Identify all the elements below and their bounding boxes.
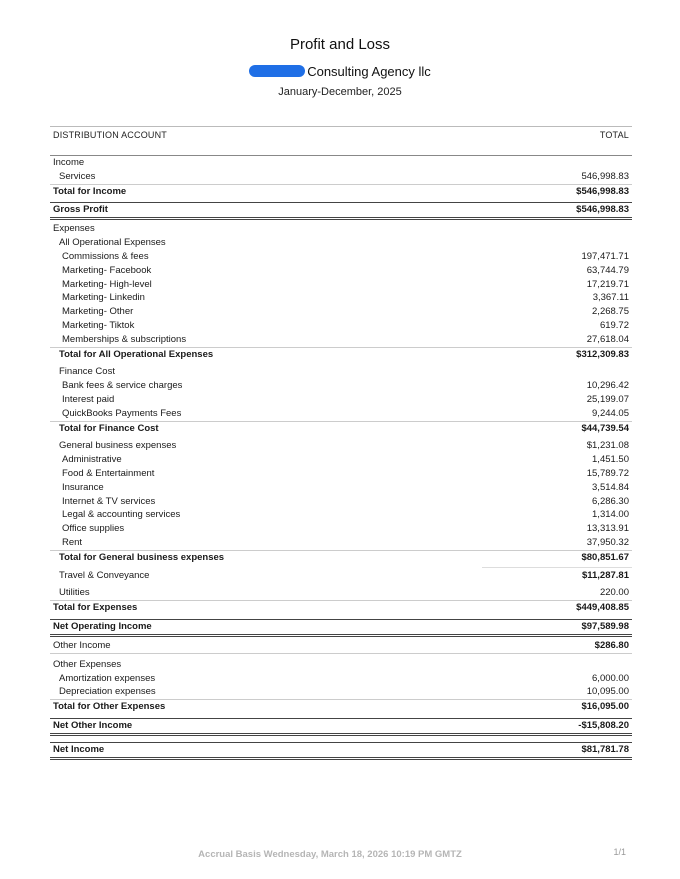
total-row-finance xyxy=(50,421,632,436)
net-other-income-row xyxy=(50,718,632,736)
row-amount: 10,095.00 xyxy=(586,686,629,698)
row-label: Rent xyxy=(62,536,83,548)
row-amount: 546,998.83 xyxy=(581,170,629,182)
row-amount: 10,296.42 xyxy=(586,380,629,392)
row-label: Other Income xyxy=(53,639,111,651)
row-label: Net Other Income xyxy=(53,719,133,731)
row-amount: $80,851.67 xyxy=(581,551,629,563)
row-label: Insurance xyxy=(62,481,104,493)
table-row xyxy=(50,379,632,393)
table-row xyxy=(50,170,632,184)
row-label: Office supplies xyxy=(62,523,125,535)
row-label: Bank fees & service charges xyxy=(62,380,183,392)
row-label: Income xyxy=(53,157,85,168)
row-amount: 27,618.04 xyxy=(586,333,629,345)
row-amount: $286.80 xyxy=(594,639,629,651)
section-heading-expenses xyxy=(50,222,632,236)
row-label: Net Income xyxy=(53,743,105,755)
row-amount: 63,744.79 xyxy=(586,264,629,276)
row-label: Depreciation expenses xyxy=(59,686,156,698)
row-amount: $1,231.08 xyxy=(586,440,629,452)
table-row xyxy=(50,495,632,509)
row-label: Finance Cost xyxy=(59,366,115,378)
table-row xyxy=(50,393,632,407)
row-label: Other Expenses xyxy=(53,658,122,670)
row-amount: $97,589.98 xyxy=(581,620,629,632)
table-row xyxy=(50,672,632,686)
table-row xyxy=(50,278,632,292)
column-header-row xyxy=(50,126,632,156)
table-row xyxy=(50,264,632,278)
section-heading-income xyxy=(50,156,632,170)
report-footer: Accrual Basis Wednesday, March 18, 2026 10:19 PM GMTZ xyxy=(198,849,462,860)
total-row-income xyxy=(50,184,632,199)
row-label: All Operational Expenses xyxy=(59,237,166,249)
table-row xyxy=(50,481,632,495)
row-amount: $81,781.78 xyxy=(581,743,629,755)
row-amount: $546,998.83 xyxy=(576,185,629,197)
row-amount: 197,471.71 xyxy=(581,250,629,262)
net-income-row xyxy=(50,742,632,760)
company-line xyxy=(0,64,680,79)
row-amount: 3,367.11 xyxy=(592,292,629,304)
section-heading-other-expenses xyxy=(50,658,632,672)
row-label: Net Operating Income xyxy=(53,620,152,632)
page-number: 1/1 xyxy=(613,847,626,857)
row-label: Marketing- High-level xyxy=(62,278,152,290)
row-label: Total for Finance Cost xyxy=(59,422,159,434)
row-amount: 6,286.30 xyxy=(592,495,629,507)
table-row xyxy=(50,291,632,305)
row-amount: 13,313.91 xyxy=(586,523,629,535)
row-label: Administrative xyxy=(62,454,122,466)
row-amount: 37,950.32 xyxy=(586,536,629,548)
row-label: Total for All Operational Expenses xyxy=(59,348,214,360)
row-amount: $11,287.81 xyxy=(581,569,629,581)
row-label: Services xyxy=(59,170,96,182)
row-label: Marketing- Linkedin xyxy=(62,292,145,304)
pnl-table xyxy=(50,126,632,762)
row-amount: $449,408.85 xyxy=(576,602,629,614)
total-row-other-expenses xyxy=(50,699,632,714)
row-amount: 6,000.00 xyxy=(592,672,629,684)
row-label: Utilities xyxy=(59,587,90,599)
company-name: Consulting Agency llc xyxy=(307,64,431,79)
group-heading-operational xyxy=(50,236,632,250)
row-label: Food & Entertainment xyxy=(62,467,155,479)
total-row-expenses xyxy=(50,600,632,615)
row-label: Internet & TV services xyxy=(62,495,156,507)
table-row xyxy=(50,685,632,699)
row-amount: 220.00 xyxy=(599,587,629,599)
gross-profit-row xyxy=(50,202,632,220)
row-amount: 1,314.00 xyxy=(592,509,629,521)
row-label: Gross Profit xyxy=(53,204,108,216)
row-amount: $16,095.00 xyxy=(581,701,629,713)
row-label: Total for General business expenses xyxy=(59,551,225,563)
row-amount: 1,451.50 xyxy=(592,454,629,466)
row-label: Memberships & subscriptions xyxy=(62,333,187,345)
row-label: General business expenses xyxy=(59,440,177,452)
utilities-row xyxy=(50,586,632,600)
row-amount: $546,998.83 xyxy=(576,204,629,216)
total-row-general xyxy=(50,550,632,565)
total-row-operational xyxy=(50,347,632,362)
row-label: Marketing- Tiktok xyxy=(62,319,135,331)
row-amount: $44,739.54 xyxy=(581,422,629,434)
table-row xyxy=(50,522,632,536)
row-label: QuickBooks Payments Fees xyxy=(62,407,182,419)
table-row xyxy=(50,250,632,264)
row-amount: $312,309.83 xyxy=(576,348,629,360)
row-amount: 17,219.71 xyxy=(586,278,629,290)
group-heading-general xyxy=(50,439,632,453)
net-operating-income-row xyxy=(50,619,632,637)
table-row xyxy=(50,407,632,421)
table-row xyxy=(50,305,632,319)
row-amount: 3,514.84 xyxy=(592,481,629,493)
table-row xyxy=(50,453,632,467)
other-income-row xyxy=(50,639,632,654)
row-amount: 15,789.72 xyxy=(586,467,629,479)
row-label: Total for Income xyxy=(53,185,127,197)
table-row xyxy=(50,508,632,522)
report-period: January-December, 2025 xyxy=(278,86,402,98)
row-label: Commissions & fees xyxy=(62,250,149,262)
table-row xyxy=(50,319,632,333)
row-label: Travel & Conveyance xyxy=(59,569,150,581)
row-amount: -$15,808.20 xyxy=(578,719,629,731)
row-amount: 2,268.75 xyxy=(592,306,629,318)
row-label: Expenses xyxy=(53,223,95,235)
group-heading-finance xyxy=(50,365,632,379)
report-title: Profit and Loss xyxy=(289,36,391,53)
redaction-mark xyxy=(249,65,305,77)
row-label: Legal & accounting services xyxy=(62,509,181,521)
row-label: Total for Expenses xyxy=(53,602,138,614)
travel-row xyxy=(50,569,632,583)
table-row xyxy=(50,536,632,550)
row-amount: 25,199.07 xyxy=(586,393,629,405)
row-label: Amortization expenses xyxy=(59,672,156,684)
table-row xyxy=(50,467,632,481)
row-label: Marketing- Facebook xyxy=(62,264,152,276)
row-amount: 9,244.05 xyxy=(592,407,629,419)
column-header-total: TOTAL xyxy=(599,130,629,140)
row-label: Marketing- Other xyxy=(62,306,134,318)
row-label: Interest paid xyxy=(62,393,115,405)
row-label: Total for Other Expenses xyxy=(53,701,166,713)
column-header-account: DISTRIBUTION ACCOUNT xyxy=(53,130,168,140)
row-amount: 619.72 xyxy=(599,319,629,331)
table-row xyxy=(50,333,632,347)
